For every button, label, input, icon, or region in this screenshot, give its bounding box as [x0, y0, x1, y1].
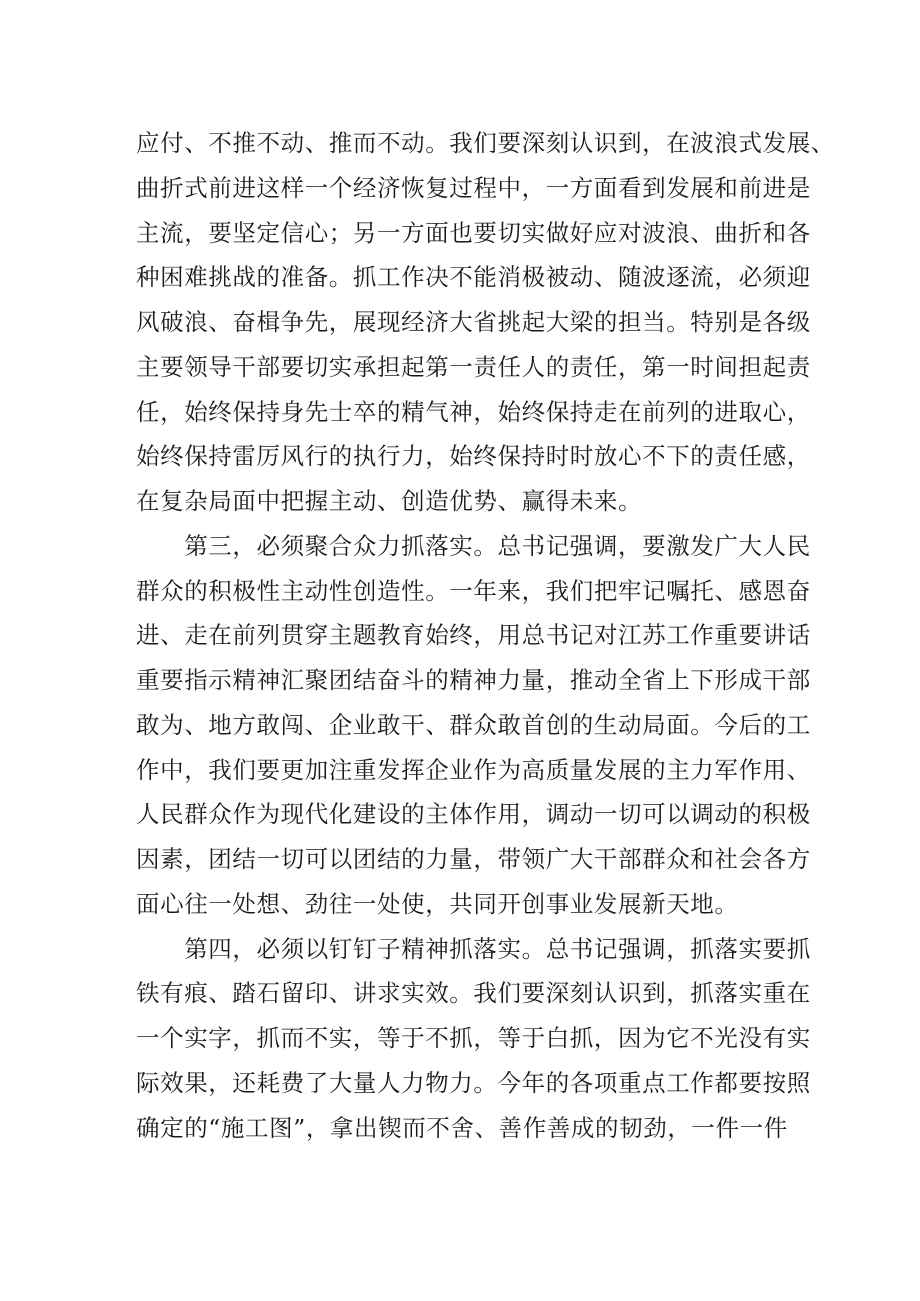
paragraph-start-line: 第四，必须以钉钉子精神抓落实。总书记强调，抓落实要抓 — [136, 934, 811, 963]
text-line: 应付、不推不动、推而不动。我们要深刻认识到，在波浪式发展、 — [136, 129, 835, 157]
text-line: 人民群众作为现代化建设的主体作用，调动一切可以调动的积极 — [136, 800, 811, 829]
text-line: 始终保持雷厉风行的执行力，始终保持时时放心不下的责任感， — [136, 442, 811, 471]
text-line: 主要领导干部要切实承担起第一责任人的责任，第一时间担起责 — [136, 352, 811, 381]
text-line: 确定的“施工图”，拿出锲而不舍、善作善成的韧劲，一件一件 — [136, 1113, 788, 1142]
text-line: 曲折式前进这样一个经济恢复过程中，一方面看到发展和前进是 — [136, 173, 811, 202]
text-line: 敢为、地方敢闯、企业敢干、群众敢首创的生动局面。今后的工 — [136, 710, 811, 739]
text-line: 一个实字，抓而不实，等于不抓，等于白抓，因为它不光没有实 — [136, 1024, 811, 1052]
text-line: 际效果，还耗费了大量人力物力。今年的各项重点工作都要按照 — [136, 1068, 811, 1097]
text-line: 主流，要坚定信心；另一方面也要切实做好应对波浪、曲折和各 — [136, 218, 811, 247]
text-line: 进、走在前列贯穿主题教育始终，用总书记对江苏工作重要讲话 — [136, 621, 811, 650]
paragraph-start-line: 第三，必须聚合众力抓落实。总书记强调，要激发广大人民 — [136, 531, 811, 560]
text-line: 面心往一处想、劲往一处使，共同开创事业发展新天地。 — [136, 889, 739, 918]
text-line: 作中，我们要更加注重发挥企业作为高质量发展的主力军作用、 — [136, 755, 811, 784]
text-line: 铁有痕、踏石留印、讲求实效。我们要深刻认识到，抓落实重在 — [136, 979, 811, 1008]
text-line: 在复杂局面中把握主动、创造优势、赢得未来。 — [136, 487, 643, 515]
text-line: 风破浪、奋楫争先，展现经济大省挑起大梁的担当。特别是各级 — [136, 308, 811, 336]
text-line: 种困难挑战的准备。抓工作决不能消极被动、随波逐流，必须迎 — [136, 263, 811, 292]
text-line: 任，始终保持身先士卒的精气神，始终保持走在前列的进取心， — [136, 397, 811, 426]
text-line: 重要指示精神汇聚团结奋斗的精神力量，推动全省上下形成干部 — [136, 666, 811, 694]
text-line: 群众的积极性主动性创造性。一年来，我们把牢记嘱托、感恩奋 — [136, 576, 811, 605]
document-body-text — [136, 121, 835, 1150]
text-line: 因素，团结一切可以团结的力量，带领广大干部群众和社会各方 — [136, 845, 811, 873]
